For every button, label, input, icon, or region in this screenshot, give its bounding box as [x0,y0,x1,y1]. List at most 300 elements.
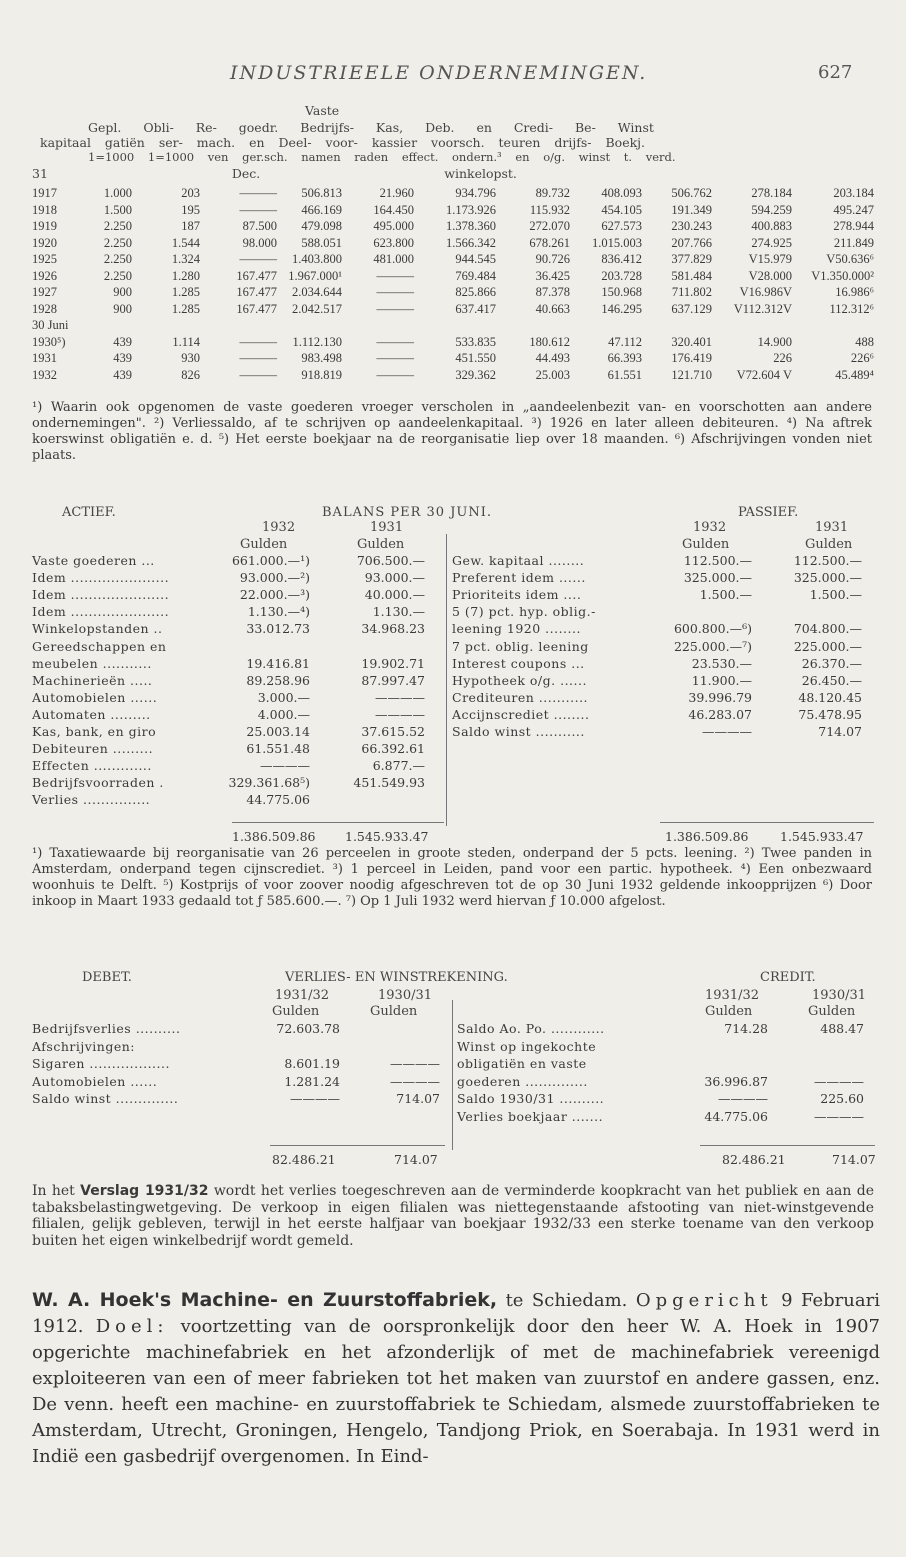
table-cell: 1.114 [172,334,200,349]
rule [232,822,444,823]
ledger-cell: Bedrijfsvoorraden . [32,775,164,791]
table-cell: 1.280 [171,268,200,283]
table-cell: 1.324 [171,252,200,266]
ledger-cell: 451.549.93 [353,775,425,791]
table-cell: 146.295 [601,301,642,316]
table-row [32,186,877,203]
ledger-cell: 714.28 [724,1021,768,1036]
ledger-cell: 66.392.61 [361,741,425,757]
ledger-cell: Winst op ingekochte [457,1038,597,1054]
ledger-cell: 89.258.96 [246,672,310,688]
table-cell: ——— [239,202,277,217]
table-cell: 678.261 [529,235,570,250]
table-cell: 581.484 [671,268,712,283]
table-cell: 90.726 [535,252,570,266]
table-cell: 1.285 [171,285,200,299]
total: 82.486.21 [272,1152,336,1167]
total: 1.386.509.86 [232,829,316,844]
ledger-cell: Automobielen ...... [32,689,158,705]
table-cell: 207.766 [671,235,712,250]
table-cell: 203.728 [601,268,642,283]
ledger-cell: Gew. kapitaal ........ [452,553,585,568]
ledger-cell: meubelen ........... [32,655,152,671]
table-cell: V15.979 [748,252,792,266]
col-year: 1931 [815,520,849,535]
ledger-cell: 488.47 [820,1021,864,1036]
ledger-cell: 714.07 [396,1091,440,1106]
table-cell: 495.247 [833,202,874,217]
table-cell: 1.000 [103,186,132,200]
ledger-cell: ———— [260,758,310,774]
table-cell: 495.000 [373,219,414,233]
table-cell: 826 [181,367,200,382]
ledger-cell: 714.07 [818,724,862,739]
ledger-cell: Crediteuren ........... [452,689,589,705]
ledger-cell: 225.60 [820,1091,864,1106]
running-title: INDUSTRIEELE ONDERNEMINGEN. [230,62,648,84]
table-cell: 1917 [32,186,57,200]
ledger-cell: 44.775.06 [246,792,310,808]
col-year: 1930/31 [378,988,433,1003]
table-cell: 479.098 [301,219,342,233]
vw-divider [452,1000,453,1150]
ledger-cell: 19.902.71 [361,655,425,671]
ledger-cell: Effecten ............. [32,758,152,774]
table-cell: 488 [855,334,874,349]
table-cell: 769.484 [455,268,496,283]
table-cell: ——— [376,268,414,283]
table-cell: 408.093 [601,186,642,200]
table-cell: V50.636⁶ [826,252,874,266]
ledger-cell: 44.775.06 [704,1108,768,1124]
table-cell: 1926 [32,268,57,283]
ledger-cell: 225.000.— [793,638,862,654]
ledger-cell: 25.003.14 [246,724,310,739]
ledger-cell: Verlies ............... [32,792,151,808]
table-row [32,219,877,236]
col-unit: Gulden [682,537,730,552]
ledger-cell: 26.450.— [801,672,862,688]
table-cell: ——— [239,252,277,266]
ledger-cell: goederen .............. [457,1073,588,1089]
table-cell: 1.500 [103,202,132,217]
table-cell: ——— [376,334,414,349]
table-cell: 45.489⁴ [835,367,874,382]
table-cell: 121.710 [671,367,712,382]
ledger-cell: 6.877.— [372,758,425,774]
col-unit: Gulden [370,1004,418,1019]
ledger-cell: 11.900.— [691,672,752,688]
ledger-cell: 23.530.— [691,655,752,671]
table-cell: 983.498 [301,351,342,365]
table-cell: 1.544 [171,235,200,250]
ledger-cell: obligatiën en vaste [457,1056,587,1071]
ledger-cell: Accijnscrediet ........ [452,706,590,722]
founding-date: 9 Februari 1912. [32,1290,880,1337]
table-cell: 451.550 [455,351,496,365]
table-cell: V112.312V [733,301,792,316]
table-cell: 21.960 [379,186,414,200]
balans-title: BALANS PER 30 JUNI. [322,505,493,520]
rule [660,822,874,823]
table-cell: 1.566.342 [446,235,496,250]
balans-actief-label: ACTIEF. [62,505,116,520]
table-cell: 2.250 [103,235,132,250]
table-cell: 1.173.926 [446,202,496,217]
table1-header-line: Vaste [305,103,340,118]
ledger-cell: ———— [390,1056,440,1071]
table-cell: 836.412 [601,252,642,266]
ledger-cell: 325.000.— [683,570,752,586]
table-cell: ——— [376,367,414,382]
table-cell: 533.835 [455,334,496,349]
table-row [32,302,877,319]
col-year: 1931/32 [275,988,330,1003]
table-cell: 1920 [32,235,57,250]
table1-header-line: 1=1000 1=1000 ven ger.sch. namen raden effect. ondern.³ en o/g. winst t. verd. [88,150,676,164]
ledger-cell: ———— [814,1108,864,1124]
ledger-cell: 34.968.23 [361,621,425,637]
col-year: 1932 [693,520,727,535]
verslag-pre: In het [32,1183,75,1199]
ledger-cell: 1.500.— [699,587,752,603]
ledger-cell: 72.603.78 [276,1021,340,1036]
col-unit: Gulden [808,1004,856,1019]
page-number: 627 [818,62,853,83]
table-cell: ——— [239,351,277,365]
balans-divider [446,534,447,826]
total: 1.386.509.86 [665,829,749,844]
table-cell: 115.932 [529,202,570,217]
table-cell: 1930⁵) [32,334,66,349]
table-cell: 44.493 [535,351,570,365]
verslag-paragraph [32,1183,874,1249]
table-cell: 944.545 [455,252,496,266]
ledger-cell: Saldo Ao. Po. ............ [457,1021,605,1036]
ledger-cell: 225.000.—⁷) [673,638,752,654]
ledger-cell: ———— [375,706,425,722]
ledger-cell: ———— [290,1091,340,1106]
ledger-cell: 704.800.— [793,621,862,637]
ledger-cell: Sigaren .................. [32,1056,170,1071]
table-cell: 1.967.000¹ [288,268,342,283]
table-row [32,269,877,286]
table-cell: 506.762 [671,186,712,200]
table-cell: 377.829 [671,252,712,266]
table-row [32,203,877,220]
ledger-cell: 7 pct. oblig. leening [452,638,589,654]
table-cell: ——— [239,334,277,349]
table-cell: 167.477 [236,301,277,316]
table-cell: 167.477 [236,285,277,299]
table-cell: 98.000 [242,235,277,250]
ledger-cell: Machinerieën ..... [32,672,153,688]
table-cell: 711.802 [671,285,712,299]
total: 714.07 [394,1152,438,1167]
table-cell: 637.129 [671,301,712,316]
table-cell: 2.250 [103,268,132,283]
table-cell: 16.986⁶ [835,285,874,299]
ledger-cell: 112.500.— [793,553,862,568]
vw-title: VERLIES- EN WINSTREKENING. [285,970,508,985]
table-cell: 2.250 [103,252,132,266]
vw-debet-label: DEBET. [82,970,132,985]
table-cell: 66.393 [607,351,642,365]
ledger-cell: ———— [702,724,752,739]
ledger-cell: 325.000.— [793,570,862,586]
company-place: te Schiedam. [505,1290,628,1311]
table-cell: 25.003 [535,367,570,382]
balans-passief-label: PASSIEF. [738,505,799,520]
ledger-cell: Afschrijvingen: [32,1038,136,1054]
table-row [32,368,877,385]
table-cell: 203 [181,186,200,200]
ledger-cell: Idem ...................... [32,587,170,603]
ledger-cell: ———— [814,1073,864,1089]
table-cell: 274.925 [751,235,792,250]
ledger-cell: ———— [375,689,425,705]
ledger-cell: leening 1920 ........ [452,621,581,637]
table-cell: 2.034.644 [292,285,342,299]
rule [270,1145,445,1146]
ledger-cell: 5 (7) pct. hyp. oblig.- [452,604,596,620]
col-unit: Gulden [272,1004,320,1019]
table1-header-line: kapitaal gatiën ser- mach. en Deel- voor- kassier voorsch. teuren drijfs- Boekj. [40,135,646,150]
table-row [32,335,877,352]
total: 1.545.933.47 [780,829,864,844]
table-cell: 1919 [32,219,57,233]
ledger-cell: 93.000.— [364,570,425,586]
table-cell: V1.350.000² [811,268,874,283]
ledger-cell: 93.000.—²) [239,570,310,586]
ledger-cell: Verlies boekjaar ....... [457,1108,604,1124]
table-cell: 272.070 [529,219,570,233]
table-row [32,236,877,253]
table-cell: 203.184 [833,186,874,200]
table1-body [32,186,877,384]
table-cell: 230.243 [671,219,712,233]
ledger-cell: 75.478.95 [798,706,862,722]
table-cell: 176.419 [671,351,712,365]
ledger-cell: 600.800.—⁶) [673,621,752,637]
ledger-cell: Saldo winst .............. [32,1091,179,1106]
table-cell: ——— [239,367,277,382]
ledger-cell: Saldo winst ........... [452,724,585,739]
table-cell: 61.551 [607,367,642,382]
table-cell: 191.349 [671,202,712,217]
ledger-cell: Hypotheek o/g. ...... [452,672,587,688]
table-cell: 900 [113,285,132,299]
ledger-cell: Kas, bank, en giro [32,724,157,739]
table-cell: 36.425 [535,268,570,283]
ledger-cell: 329.361.68⁵) [228,775,310,791]
table-cell: ——— [239,186,277,200]
ledger-cell: 22.000.—³) [239,587,310,603]
ledger-cell: ———— [390,1073,440,1089]
table-cell: 588.051 [301,235,342,250]
ledger-cell: 33.012.73 [246,621,310,637]
table-cell: V72.604 V [736,367,792,382]
col-year: 1931/32 [705,988,760,1003]
ledger-cell: 48.120.45 [798,689,862,705]
table-cell: 930 [181,351,200,365]
table-cell: 87.378 [535,285,570,299]
total: 82.486.21 [722,1152,786,1167]
table-cell: 454.105 [601,202,642,217]
ledger-cell: 1.281.24 [284,1073,340,1089]
table-cell: 150.968 [601,285,642,299]
table-cell: 2.042.517 [292,301,342,316]
ledger-cell: 661.000.—¹) [231,553,310,568]
col-unit: Gulden [805,537,853,552]
ledger-cell: 40.000.— [364,587,425,603]
table1-header-line: Gepl. Obli- Re- goedr. Bedrijfs- Kas, Deb. en Credi- Be- Winst [88,120,654,135]
table-cell: 1.285 [171,301,200,316]
ledger-cell: Automaten ......... [32,706,151,722]
total: 714.07 [832,1152,876,1167]
ledger-cell: Preferent idem ...... [452,570,586,586]
ledger-cell: Interest coupons ... [452,655,585,671]
table-cell: 112.312⁶ [829,301,874,316]
table-cell: 1.112.130 [292,334,342,349]
table-cell: 1931 [32,351,57,365]
ledger-cell: Idem ...................... [32,604,170,620]
col-year: 1930/31 [812,988,867,1003]
opgericht-label: Opgericht [635,1290,773,1311]
table-cell: 400.883 [751,219,792,233]
table-cell: 506.813 [301,186,342,200]
table-cell: 594.259 [751,202,792,217]
total: 1.545.933.47 [345,829,429,844]
table-cell: ——— [376,285,414,299]
ledger-cell: 1.130.—⁴) [247,604,310,620]
table-cell: 226⁶ [850,351,874,365]
table-cell: 439 [113,351,132,365]
table-cell: 439 [113,334,132,349]
table-cell: 180.612 [529,334,570,349]
table-cell: 1932 [32,367,57,382]
table-cell: 1925 [32,252,57,266]
col-unit: Gulden [357,537,405,552]
ledger-cell: 61.551.48 [246,741,310,757]
table-cell: 1928 [32,301,57,316]
table-cell: 825.866 [455,285,496,299]
table-cell: 211.849 [833,235,874,250]
ledger-cell: 37.615.52 [361,724,425,739]
table-cell: 167.477 [236,268,277,283]
ledger-cell: 19.416.81 [246,655,310,671]
ledger-cell: 4.000.— [257,706,310,722]
ledger-cell: Automobielen ...... [32,1073,158,1089]
table-cell: 466.169 [301,202,342,217]
verslag-bold: Verslag 1931/32 [80,1183,209,1199]
table-cell: 1.378.360 [446,219,496,233]
ledger-cell: Idem ...................... [32,570,170,586]
table-row [32,285,877,302]
ledger-cell: Vaste goederen ... [32,553,155,568]
table-cell: V28.000 [748,268,792,283]
table-row [32,318,877,335]
col-year: 1932 [262,520,296,535]
ledger-cell: 1.500.— [809,587,862,603]
ledger-cell: 39.996.79 [688,689,752,705]
ledger-cell: Winkelopstanden .. [32,621,163,637]
ledger-cell: 87.997.47 [361,672,425,688]
table-cell: 623.800 [373,235,414,250]
doel-label: Doel: [95,1316,169,1337]
company-name: W. A. Hoek's Machine- en Zuurstoffabriek, [32,1289,498,1311]
vw-credit-label: CREDIT. [760,970,816,985]
table1-footnotes: ¹) Waarin ook opgenomen de vaste goederen vroeger verscholen in „aandeelenbezit van- en voorschotten aan andere ondernemingen". ²) Verliessaldo, af te schrijven op aandeelenkapitaal. ³) 1926 en later alleen debiteuren. ⁴) Na aftrek koerswinst obligatiën e. d. ⁵) Het eerste boekjaar na de reorganisatie liep over 18 maanden. ⁶) Afschrijvingen vonden niet plaats. [32,400,872,463]
table-cell: 934.796 [455,186,496,200]
ledger-cell: 46.283.07 [688,706,752,722]
table-cell: 329.362 [455,367,496,382]
ledger-cell: Prioriteits idem .... [452,587,582,603]
table-cell: V16.986V [739,285,792,299]
ledger-cell: 36.996.87 [704,1073,768,1089]
table-cell: 918.819 [301,367,342,382]
table-cell: 89.732 [535,186,570,200]
table-cell: ——— [376,301,414,316]
table-cell: 637.417 [455,301,496,316]
company-entry [32,1287,880,1470]
table-cell: 87.500 [242,219,277,233]
table-cell: 1918 [32,202,57,217]
table-row [32,252,877,269]
table-cell: 164.450 [373,202,414,217]
ledger-cell: Bedrijfsverlies .......... [32,1021,181,1036]
table-cell: 278.944 [833,219,874,233]
table-cell: 30 Juni [32,318,69,332]
col-year: 1931 [370,520,404,535]
rule [700,1145,875,1146]
table-cell: 14.900 [757,334,792,349]
table-cell: ——— [376,351,414,365]
table-cell: 627.573 [601,219,642,233]
verslag-text: wordt het verlies toegeschreven aan de verminderde koopkracht van het publiek en aan de tabaksbelastingwetgeving. De verkoop in eigen filialen was niettegenstaande afstooting van niet-winstgevende filialen, gelijk gebleven, terwijl in het eerste halfjaar van boekjaar 1932/33 een sterke toename van den verkoop buiten het eigen winkelbedrijf wordt gemeld. [32,1183,874,1249]
ledger-cell: Saldo 1930/31 .......... [457,1091,605,1106]
table-cell: 481.000 [373,252,414,266]
table-cell: 320.401 [671,334,712,349]
table-cell: 226 [773,351,792,365]
table-cell: 40.663 [535,301,570,316]
table-cell: 195 [181,202,200,217]
ledger-cell: 3.000.— [257,689,310,705]
table-cell: 278.184 [751,186,792,200]
balans-footnotes: ¹) Taxatiewaarde bij reorganisatie van 26 perceelen in groote steden, onderpand der 5 pcts. leening. ²) Twee panden in Amsterdam, onderpand tegen cijnscrediet. ³) 1 perceel in Leiden, pand voor een partic. hypotheek. ⁴) Een onbezwaard woonhuis te Delft. ⁵) Kostprijs of voor zoover noodig afgeschreven tot de op 30 Juni 1932 geldende inkoopprijzen ⁶) Door inkoop in Maart 1933 gedaald tot ƒ 585.600.—. ⁷) Op 1 Juli 1932 werd hiervan ƒ 10.000 afgelost. [32,846,872,909]
table-cell: 1927 [32,285,57,299]
col-unit: Gulden [705,1004,753,1019]
table-cell: 1.015.003 [592,235,642,250]
ledger-cell: 1.130.— [372,604,425,620]
ledger-cell: 26.370.— [801,655,862,671]
table-cell: 900 [113,301,132,316]
ledger-cell: ———— [718,1091,768,1106]
ledger-cell: Gereedschappen en [32,638,167,654]
company-text: voortzetting van de oorspronkelijk door den heer W. A. Hoek in 1907 opgerichte machinefabriek en het afzonderlijk of met de machinefabriek vereenigd exploiteeren van een of meer fabrieken tot het maken van zuurstof en andere gassen, enz. De venn. heeft een machine- en zuurstoffabriek te Schiedam, alsmede zuurstoffabrieken te Amsterdam, Utrecht, Groningen, Hengelo, Tandjong Priok, en Soerabaja. In 1931 werd in Indië een gasbedrijf overgenomen. In Eind- [32,1316,880,1467]
ledger-cell: 706.500.— [356,553,425,568]
ledger-cell: 112.500.— [683,553,752,568]
table-cell: 2.250 [103,219,132,233]
col-unit: Gulden [240,537,288,552]
table-cell: 47.112 [608,334,642,349]
ledger-cell: Debiteuren ......... [32,741,154,757]
table1-header-line: 31 Dec. winkelopst. [32,166,517,181]
table-row [32,351,877,368]
table-cell: 439 [113,367,132,382]
ledger-cell: 8.601.19 [284,1056,340,1071]
table-cell: 187 [181,219,200,233]
